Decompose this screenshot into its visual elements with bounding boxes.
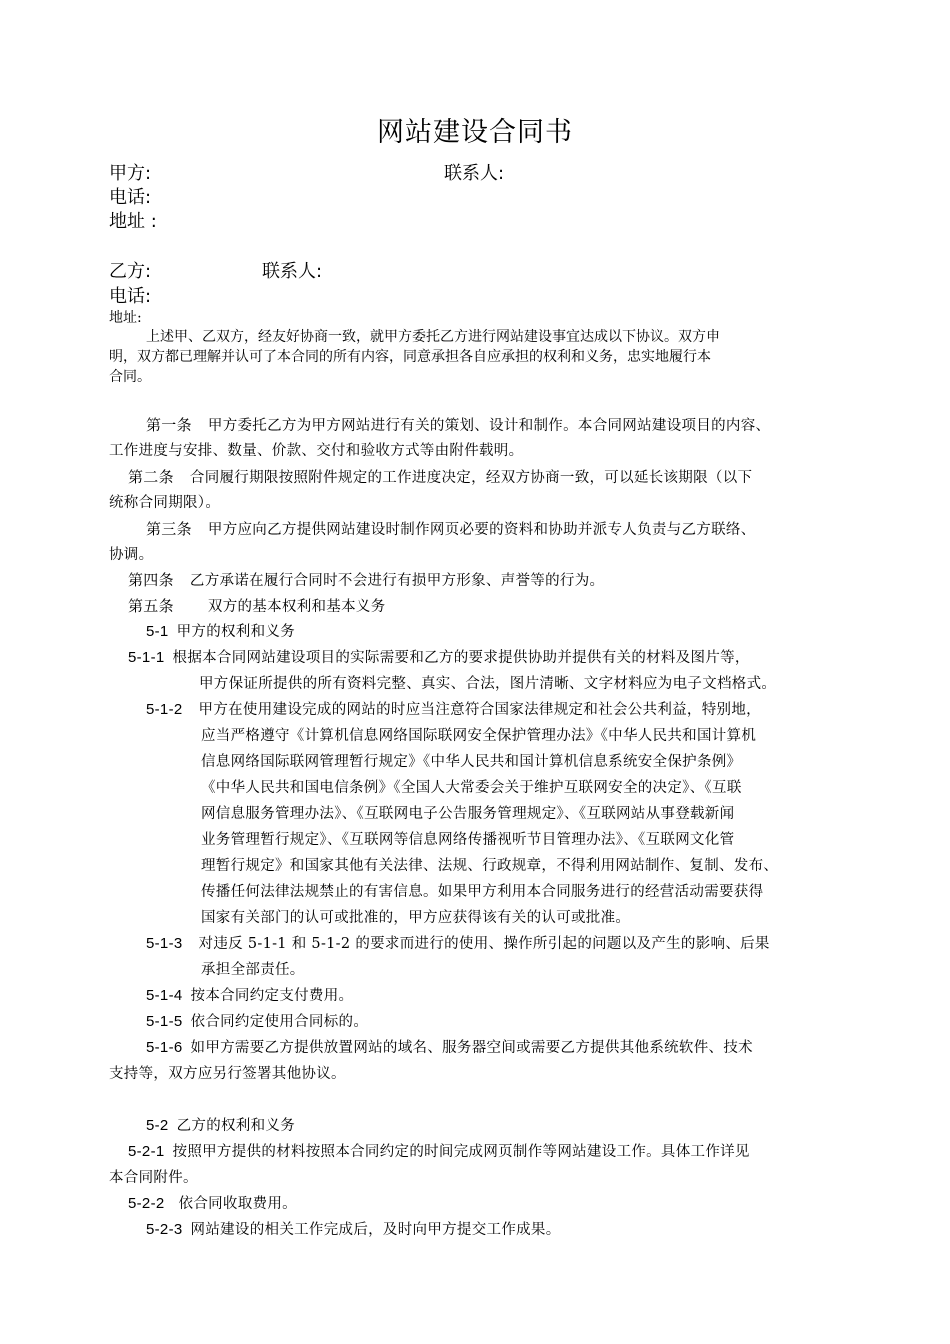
party-a-contact: 联系人:	[444, 163, 505, 184]
clause-number: 5-1-1	[128, 649, 165, 666]
clause-5-2-1-cont: 本合同附件。	[109, 1170, 198, 1186]
article-text: 甲方应向乙方提供网站建设时制作网页必要的资料和协助并派专人负责与乙方联络、	[207, 522, 756, 538]
clause-number: 5-2	[146, 1117, 169, 1134]
clause-number: 5-1	[146, 623, 169, 640]
clause-5-1-2-cont: 业务管理暂行规定》、《互联网等信息网络传播视听节目管理办法》、《互联网文化管	[201, 832, 735, 848]
clause-5-1-2-cont: 应当严格遵守《计算机信息网络国际联网安全保护管理办法》《中华人民共和国计算机	[201, 728, 757, 744]
article-2	[128, 464, 752, 491]
clause-number: 5-2-3	[146, 1221, 183, 1238]
clause-text: 如甲方需要乙方提供放置网站的域名、服务器空间或需要乙方提供其他系统软件、技术	[190, 1040, 753, 1056]
party-b-address: 地址:	[109, 310, 142, 326]
clause-number: 5-1-2	[146, 701, 183, 718]
preamble-line: 合同。	[109, 369, 151, 385]
article-label: 第二条	[128, 468, 174, 486]
clause-text: 对违反 5-1-1 和 5-1-2 的要求而进行的使用、操作所引起的问题以及产生的影响、后果	[198, 936, 770, 952]
article-3	[146, 516, 756, 543]
article-label: 第一条	[146, 416, 192, 434]
clause-number: 5-2-2	[128, 1195, 165, 1212]
article-text: 乙方承诺在履行合同时不会进行有损甲方形象、声誉等的行为。	[189, 573, 605, 589]
clause-5-1-2-cont: 理暂行规定》和国家其他有关法律、法规、行政规章，不得利用网站制作、复制、发布、	[201, 858, 779, 874]
clause-5-2-3	[146, 1217, 561, 1243]
clause-5-1-5	[146, 1009, 368, 1035]
clause-text: 甲方在使用建设完成的网站的时应当注意符合国家法律规定和社会公共利益，特别地，	[198, 702, 761, 718]
clause-5-1-3	[146, 931, 770, 957]
article-label: 第三条	[146, 520, 192, 538]
clause-text: 根据本合同网站建设项目的实际需要和乙方的要求提供协助并提供有关的材料及图片等，	[172, 650, 750, 666]
party-a-label: 甲方:	[109, 163, 152, 184]
party-a-phone: 电话:	[109, 187, 152, 208]
clause-5-1-6-cont: 支持等，双方应另行签署其他协议。	[109, 1066, 346, 1082]
clause-5-1-1	[128, 645, 750, 671]
clause-number: 5-1-5	[146, 1013, 183, 1030]
article-1	[146, 412, 770, 439]
article-text: 合同履行期限按照附件规定的工作进度决定，经双方协商一致，可以延长该期限（以下	[189, 470, 753, 486]
preamble-line: 上述甲、乙双方，经友好协商一致，就甲方委托乙方进行网站建设事宜达成以下协议。双方申	[146, 329, 720, 345]
clause-5-1	[146, 619, 295, 645]
clause-5-1-2-cont: 信息网络国际联网管理暂行规定》《中华人民共和国计算机信息系统安全保护条例》	[201, 754, 742, 770]
clause-5-1-2-cont: 网信息服务管理办法》、《互联网电子公告服务管理规定》、《互联网站从事登载新闻	[201, 806, 735, 822]
clause-number: 5-1-3	[146, 935, 183, 952]
article-1-cont: 工作进度与安排、数量、价款、交付和验收方式等由附件载明。	[109, 443, 524, 459]
article-2-cont: 统称合同期限）。	[109, 495, 221, 511]
article-4	[128, 567, 604, 594]
clause-5-2	[146, 1113, 295, 1139]
document-title: 网站建设合同书	[377, 117, 573, 148]
clause-5-1-6	[146, 1035, 753, 1061]
article-label: 第四条	[128, 571, 174, 589]
article-text: 甲方委托乙方为甲方网站进行有关的策划、设计和制作。本合同网站建设项目的内容、	[207, 418, 771, 434]
clause-5-1-2-cont: 传播任何法律法规禁止的有害信息。如果甲方利用本合同服务进行的经营活动需要获得	[201, 884, 764, 900]
article-text: 双方的基本权利和基本义务	[207, 599, 386, 615]
article-label: 第五条	[128, 597, 174, 615]
clause-text: 依合同约定使用合同标的。	[190, 1014, 369, 1030]
clause-5-2-2	[128, 1191, 297, 1217]
clause-text: 按本合同约定支付费用。	[190, 988, 354, 1004]
clause-5-1-1-cont: 甲方保证所提供的所有资料完整、真实、合法，图片清晰、文字材料应为电子文档格式。	[199, 676, 777, 692]
clause-5-2-1	[128, 1139, 750, 1165]
clause-number: 5-1-4	[146, 987, 183, 1004]
clause-5-1-2-cont: 《中华人民共和国电信条例》《全国人大常委会关于维护互联网安全的决定》、《互联	[201, 780, 742, 796]
party-b-phone: 电话:	[109, 286, 152, 307]
clause-5-1-2	[146, 697, 761, 723]
clause-5-1-2-cont: 国家有关部门的认可或批准的，甲方应获得该有关的认可或批准。	[201, 910, 631, 926]
clause-text: 甲方的权利和义务	[176, 624, 295, 640]
article-3-cont: 协调。	[109, 547, 154, 563]
clause-text: 按照甲方提供的材料按照本合同约定的时间完成网页制作等网站建设工作。具体工作详见	[172, 1144, 750, 1160]
clause-number: 5-1-6	[146, 1039, 183, 1056]
party-b-label: 乙方:	[109, 261, 152, 282]
clause-text: 网站建设的相关工作完成后，及时向甲方提交工作成果。	[190, 1222, 561, 1238]
clause-5-1-4	[146, 983, 353, 1009]
preamble-line: 明，双方都已理解并认可了本合同的所有内容，同意承担各自应承担的权利和义务，忠实地履行本	[109, 349, 711, 365]
party-b-contact: 联系人:	[262, 261, 323, 282]
clause-number: 5-2-1	[128, 1143, 165, 1160]
clause-5-1-3-cont: 承担全部责任。	[201, 962, 305, 978]
clause-text: 依合同收取费用。	[178, 1196, 297, 1212]
clause-text: 乙方的权利和义务	[176, 1118, 295, 1134]
party-a-address: 地址 :	[109, 211, 157, 232]
article-5	[128, 593, 386, 620]
